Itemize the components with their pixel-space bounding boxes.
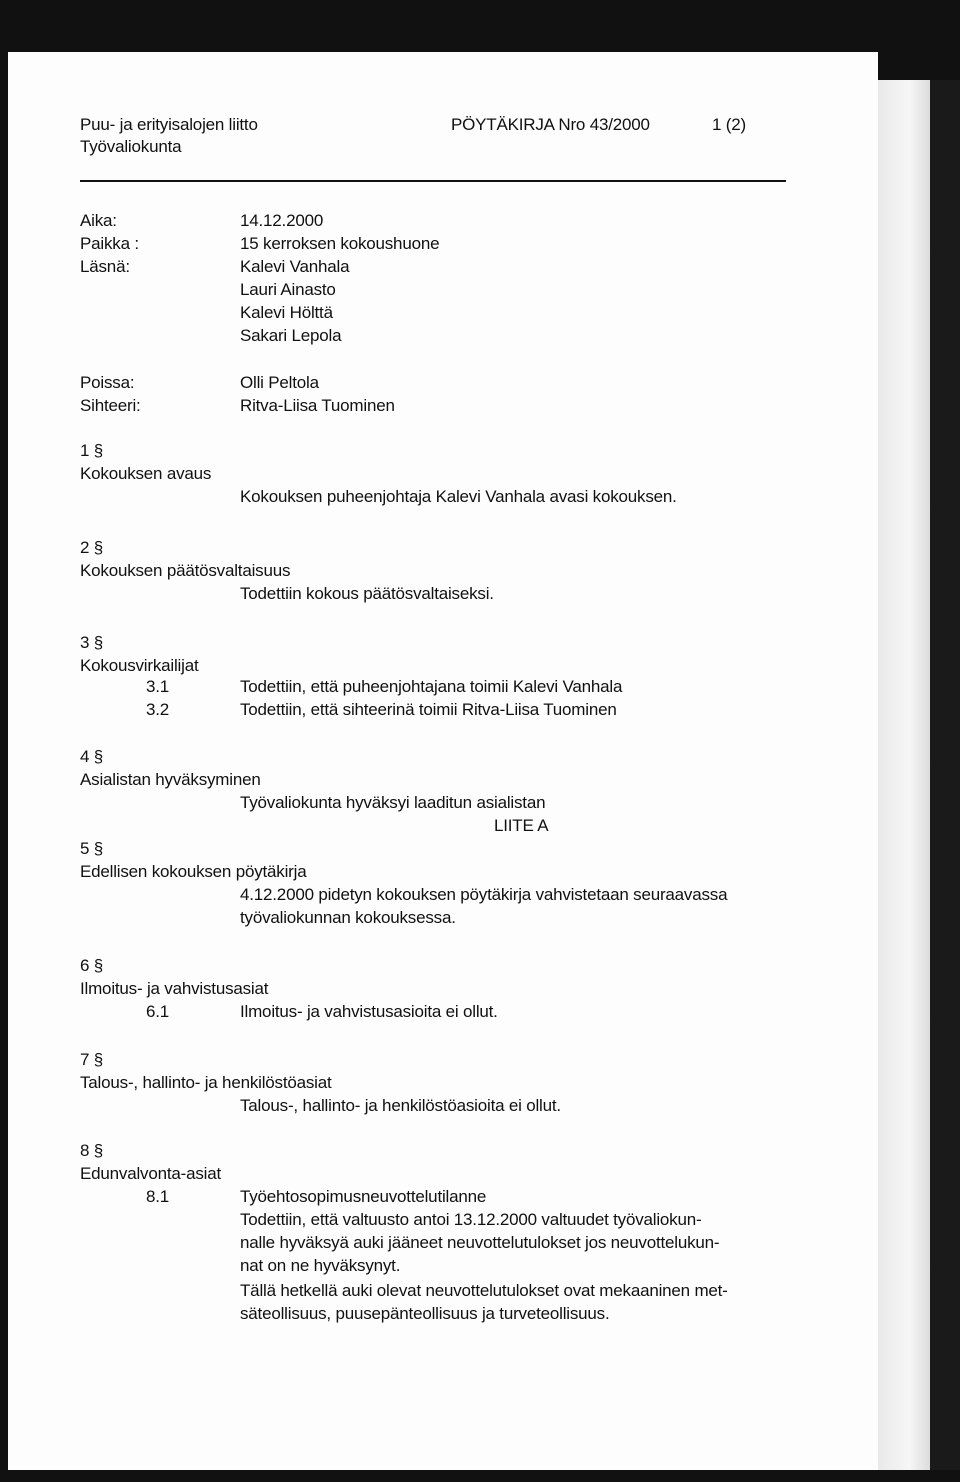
section-title: Kokouksen avaus	[80, 464, 212, 483]
document-title: PÖYTÄKIRJA Nro 43/2000	[451, 115, 650, 134]
aika-value: 14.12.2000	[240, 211, 324, 230]
page-edge	[878, 80, 930, 1470]
section-number: 6 §	[80, 956, 104, 975]
section-number: 5 §	[80, 839, 104, 858]
item-text: Ilmoitus- ja vahvistusasioita ei ollut.	[240, 1002, 498, 1021]
paikka-value: 15 kerroksen kokoushuone	[240, 234, 440, 253]
paikka-label: Paikka :	[80, 234, 139, 253]
section-title: Kokousvirkailijat	[80, 656, 199, 675]
sihteeri-value: Ritva-Liisa Tuominen	[240, 396, 395, 415]
section-text: Todettiin kokous päätösvaltaiseksi.	[240, 584, 494, 603]
attendee: Sakari Lepola	[240, 326, 342, 345]
item-text: Todettiin, että sihteerinä toimii Ritva-Liisa Tuominen	[240, 700, 617, 719]
section-title: Edunvalvonta-asiat	[80, 1164, 221, 1183]
item-heading: Työehtosopimusneuvottelutilanne	[240, 1187, 487, 1206]
org-name: Puu- ja erityisalojen liitto	[80, 115, 258, 134]
section-text: työvaliokunnan kokouksessa.	[240, 908, 456, 927]
attendee: Lauri Ainasto	[240, 280, 336, 299]
document-page	[8, 52, 878, 1470]
sihteeri-label: Sihteeri:	[80, 396, 141, 415]
item-text: säteollisuus, puusepänteollisuus ja turveteollisuus.	[240, 1304, 610, 1323]
poissa-value: Olli Peltola	[240, 373, 319, 392]
attendee: Kalevi Vanhala	[240, 257, 350, 276]
item-text: Tällä hetkellä auki olevat neuvottelutulokset ovat mekaaninen met-	[240, 1281, 728, 1300]
page-number: 1 (2)	[712, 115, 746, 134]
item-text: nat on ne hyväksynyt.	[240, 1256, 401, 1275]
item-number: 8.1	[146, 1187, 170, 1206]
section-number: 3 §	[80, 633, 104, 652]
aika-label: Aika:	[80, 211, 117, 230]
section-text: Kokouksen puheenjohtaja Kalevi Vanhala avasi kokouksen.	[240, 487, 677, 506]
section-title: Talous-, hallinto- ja henkilöstöasiat	[80, 1073, 332, 1092]
section-text: Työvaliokunta hyväksyi laaditun asialistan	[240, 793, 546, 812]
item-text: Todettiin, että puheenjohtajana toimii Kalevi Vanhala	[240, 677, 623, 696]
lasna-label: Läsnä:	[80, 257, 130, 276]
section-number: 7 §	[80, 1050, 104, 1069]
section-text: 4.12.2000 pidetyn kokouksen pöytäkirja vahvistetaan seuraavassa	[240, 885, 728, 904]
section-title: Ilmoitus- ja vahvistusasiat	[80, 979, 269, 998]
poissa-label: Poissa:	[80, 373, 135, 392]
item-number: 3.2	[146, 700, 170, 719]
section-title: Edellisen kokouksen pöytäkirja	[80, 862, 307, 881]
section-text: Talous-, hallinto- ja henkilöstöasioita ei ollut.	[240, 1096, 561, 1115]
section-number: 4 §	[80, 747, 104, 766]
section-title: Asialistan hyväksyminen	[80, 770, 261, 789]
item-text: Todettiin, että valtuusto antoi 13.12.2000 valtuudet työvaliokun-	[240, 1210, 702, 1229]
section-number: 2 §	[80, 538, 104, 557]
item-number: 6.1	[146, 1002, 170, 1021]
item-text: nalle hyväksyä auki jääneet neuvottelutulokset jos neuvottelukun-	[240, 1233, 720, 1252]
item-number: 3.1	[146, 677, 170, 696]
header-divider	[80, 180, 786, 182]
section-number: 8 §	[80, 1141, 104, 1160]
attendee: Kalevi Hölttä	[240, 303, 333, 322]
unit-name: Työvaliokunta	[80, 137, 182, 156]
section-title: Kokouksen päätösvaltaisuus	[80, 561, 291, 580]
section-number: 1 §	[80, 441, 104, 460]
attachment-label: LIITE A	[494, 816, 549, 835]
scan-shadow	[930, 80, 960, 1470]
